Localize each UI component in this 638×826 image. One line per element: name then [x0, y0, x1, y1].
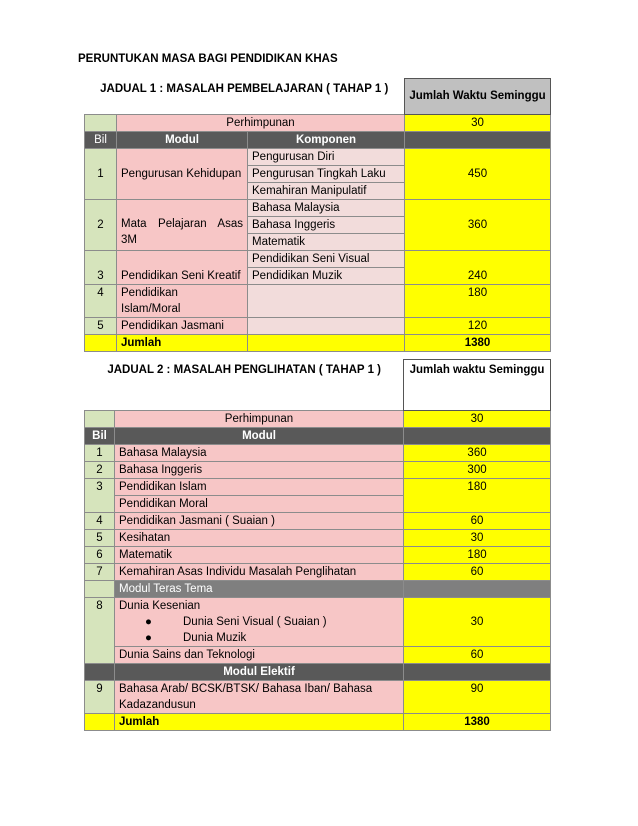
table-row	[85, 445, 551, 462]
table1-time-header: Jumlah Waktu Seminggu	[405, 79, 551, 115]
table2-heading: JADUAL 2 : MASALAH PENGLIHATAN ( TAHAP 1 )	[85, 360, 404, 411]
table2-col-modul: Modul	[115, 428, 404, 445]
table2-time-header: Jumlah waktu Seminggu	[404, 360, 551, 411]
row-bil: 2	[85, 199, 117, 250]
row-value: 90	[404, 681, 551, 714]
row-komponen: Bahasa Malaysia	[248, 199, 405, 216]
group-label: Dunia Kesenian	[119, 600, 201, 612]
table1-assembly-label: Perhimpunan	[117, 114, 405, 131]
table-row	[85, 564, 551, 581]
row-modul	[115, 681, 404, 714]
row-value: 60	[404, 513, 551, 530]
row-value: 180	[404, 547, 551, 564]
table-row	[85, 681, 551, 714]
row-komponen: Bahasa Inggeris	[248, 216, 405, 233]
table-row	[85, 284, 551, 317]
row-value: 300	[404, 462, 551, 479]
row-komponen: Pengurusan Tingkah Laku	[248, 165, 405, 182]
row-bil: 7	[85, 564, 115, 581]
bullet-icon: ●	[145, 616, 152, 628]
table-row	[85, 199, 551, 216]
table1-assembly-value: 30	[405, 114, 551, 131]
table-row	[85, 250, 551, 267]
row-modul-line1: Bahasa Arab/ BCSK/BTSK/ Bahasa Iban/ Bahasa	[119, 683, 373, 695]
list-item-label: Dunia Seni Visual ( Suaian )	[183, 616, 327, 628]
table-row	[85, 647, 551, 664]
row-modul-line2: Islam/Moral	[121, 302, 181, 315]
table-row	[85, 462, 551, 479]
row-modul: Bahasa Malaysia	[115, 445, 404, 462]
row-value: 450	[405, 148, 551, 199]
row-value: 180	[405, 284, 551, 317]
row-bil: 6	[85, 547, 115, 564]
row-modul: Dunia Sains dan Teknologi	[115, 647, 404, 664]
row-modul-line1: Pendidikan	[121, 286, 178, 299]
table-row	[85, 317, 551, 334]
row-modul-group	[115, 598, 404, 647]
row-modul-line1: Mata Pelajaran Asas	[121, 217, 243, 230]
table-row	[85, 547, 551, 564]
row-modul: Pendidikan Jasmani ( Suaian )	[115, 513, 404, 530]
row-bil: 5	[85, 530, 115, 547]
row-value: 360	[405, 199, 551, 250]
row-bil: 1	[85, 445, 115, 462]
row-bil: 8	[85, 598, 115, 664]
row-modul: Bahasa Inggeris	[115, 462, 404, 479]
row-value: 60	[404, 647, 551, 664]
table-row	[85, 148, 551, 165]
row-komponen: Kemahiran Manipulatif	[248, 182, 405, 199]
list-item-label: Dunia Muzik	[183, 632, 247, 644]
row-komponen: Pendidikan Muzik	[248, 267, 405, 284]
row-komponen: Matematik	[248, 233, 405, 250]
total-row	[85, 714, 551, 731]
row-modul: Pendidikan Islam	[115, 479, 404, 496]
table-row	[85, 513, 551, 530]
table1-total-label: Jumlah	[117, 334, 248, 351]
list-item	[119, 614, 399, 630]
table1-heading: JADUAL 1 : MASALAH PEMBELAJARAN ( TAHAP 1 )	[85, 79, 405, 115]
row-bil: 9	[85, 681, 115, 714]
table1-col-komponen: Komponen	[248, 131, 405, 148]
row-value: 240	[405, 250, 551, 284]
row-value: 30	[404, 598, 551, 647]
row-modul: Matematik	[115, 547, 404, 564]
table1-total-value: 1380	[405, 334, 551, 351]
table2-total-label: Jumlah	[115, 714, 404, 731]
table-row	[85, 479, 551, 496]
row-modul-line2: Kadazandusun	[119, 699, 196, 711]
row-bil: 4	[85, 284, 117, 317]
page-title: PERUNTUKAN MASA BAGI PENDIDIKAN KHAS	[78, 53, 338, 65]
row-komponen: Pendidikan Seni Visual	[248, 250, 405, 267]
row-modul: Pendidikan Seni Kreatif	[117, 250, 248, 284]
table2-total-value: 1380	[404, 714, 551, 731]
row-komponen: Pengurusan Diri	[248, 148, 405, 165]
modul-teras-tema-label: Modul Teras Tema	[115, 581, 404, 598]
row-modul	[117, 284, 248, 317]
row-value: 360	[404, 445, 551, 462]
table-row	[85, 598, 551, 647]
total-row	[85, 334, 551, 351]
row-value: 180	[404, 479, 551, 513]
table-masalah-pembelajaran	[84, 78, 551, 352]
row-value: 60	[404, 564, 551, 581]
row-modul: Kemahiran Asas Individu Masalah Penglihatan	[115, 564, 404, 581]
table1-col-bil: Bil	[85, 131, 117, 148]
row-value: 30	[404, 530, 551, 547]
row-modul: Pendidikan Moral	[115, 496, 404, 513]
table2-assembly-value: 30	[404, 411, 551, 428]
table-row	[85, 530, 551, 547]
list-item	[119, 630, 399, 646]
table2-col-bil: Bil	[85, 428, 115, 445]
row-modul: Pendidikan Jasmani	[117, 317, 248, 334]
row-bil: 5	[85, 317, 117, 334]
table1-col-modul: Modul	[117, 131, 248, 148]
row-bil: 1	[85, 148, 117, 199]
row-modul	[117, 199, 248, 250]
row-modul: Kesihatan	[115, 530, 404, 547]
table2-assembly-label: Perhimpunan	[115, 411, 404, 428]
row-modul: Pengurusan Kehidupan	[117, 148, 248, 199]
row-value: 120	[405, 317, 551, 334]
row-bil: 2	[85, 462, 115, 479]
row-modul-line2: 3M	[121, 233, 137, 246]
row-bil: 4	[85, 513, 115, 530]
bullet-icon: ●	[145, 632, 152, 644]
table-masalah-penglihatan	[84, 359, 551, 731]
row-bil: 3	[85, 479, 115, 513]
row-bil: 3	[85, 250, 117, 284]
modul-elektif-label: Modul Elektif	[115, 664, 404, 681]
